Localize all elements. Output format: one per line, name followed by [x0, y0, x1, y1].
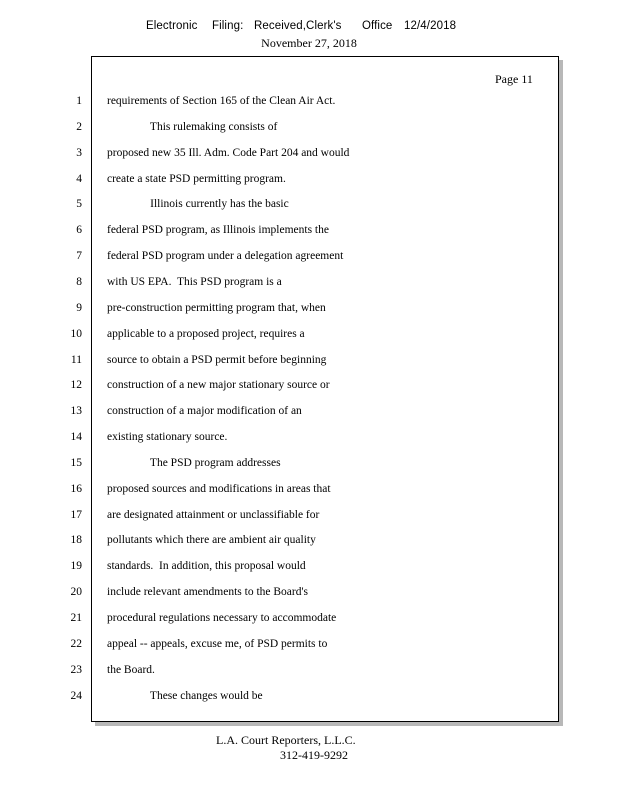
line-text: applicable to a proposed project, requires a	[107, 328, 305, 340]
line-number: 5	[76, 198, 82, 210]
line-number: 15	[70, 457, 82, 469]
line-text: are designated attainment or unclassifiable for	[107, 509, 320, 521]
line-text: Illinois currently has the basic	[107, 198, 289, 210]
line-text: federal PSD program, as Illinois implements the	[107, 224, 329, 236]
line-text: standards. In addition, this proposal would	[107, 560, 306, 572]
line-number: 14	[70, 431, 82, 443]
line-text: This rulemaking consists of	[107, 121, 278, 133]
line-number: 3	[76, 147, 82, 159]
line-number: 19	[70, 560, 82, 572]
line-number: 11	[70, 354, 82, 366]
line-text: existing stationary source.	[107, 431, 228, 443]
line-number: 9	[76, 302, 82, 314]
line-number: 23	[70, 664, 82, 676]
line-number: 2	[76, 121, 82, 133]
line-number: 8	[76, 276, 82, 288]
line-number: 20	[70, 586, 82, 598]
line-number: 7	[76, 250, 82, 262]
line-text: the Board.	[107, 664, 155, 676]
line-text: with US EPA. This PSD program is a	[107, 276, 282, 288]
page-number: Page 11	[495, 72, 533, 86]
court-reporter-name: L.A. Court Reporters, L.L.C.	[216, 733, 356, 747]
line-text: create a state PSD permitting program.	[107, 173, 286, 185]
stamp-received: Received,Clerk's	[254, 20, 342, 32]
line-text: appeal -- appeals, excuse me, of PSD permits to	[107, 638, 328, 650]
line-text: proposed new 35 Ill. Adm. Code Part 204 and would	[107, 147, 350, 159]
stamp-date: 12/4/2018	[404, 20, 457, 32]
line-number: 13	[70, 405, 82, 417]
line-number: 24	[70, 690, 82, 702]
line-number: 1	[76, 95, 82, 107]
line-text: pollutants which there are ambient air quality	[107, 534, 316, 546]
line-text: source to obtain a PSD permit before beginning	[107, 354, 327, 366]
line-text: procedural regulations necessary to accommodate	[107, 612, 337, 624]
line-number: 18	[70, 534, 82, 546]
line-text: These changes would be	[107, 690, 263, 702]
hearing-date: November 27, 2018	[261, 36, 357, 50]
line-text: federal PSD program under a delegation agreement	[107, 250, 344, 262]
line-text: The PSD program addresses	[107, 457, 281, 469]
line-number: 22	[70, 638, 82, 650]
line-number: 4	[76, 173, 82, 185]
line-text: requirements of Section 165 of the Clean Air Act.	[107, 95, 336, 107]
line-text: construction of a new major stationary source or	[107, 379, 330, 391]
line-number: 17	[70, 509, 82, 521]
line-number: 12	[70, 379, 82, 391]
line-number: 21	[70, 612, 82, 624]
court-reporter-phone: 312-419-9292	[280, 748, 348, 762]
stamp-filing: Filing:	[212, 20, 244, 32]
stamp-electronic: Electronic	[146, 20, 198, 32]
stamp-office: Office	[362, 20, 393, 32]
line-number: 16	[70, 483, 82, 495]
line-text: proposed sources and modifications in areas that	[107, 483, 331, 495]
line-number: 6	[76, 224, 82, 236]
line-text: include relevant amendments to the Board's	[107, 586, 309, 598]
line-text: construction of a major modification of an	[107, 405, 302, 417]
line-number: 10	[70, 328, 82, 340]
line-text: pre-construction permitting program that, when	[107, 302, 326, 314]
